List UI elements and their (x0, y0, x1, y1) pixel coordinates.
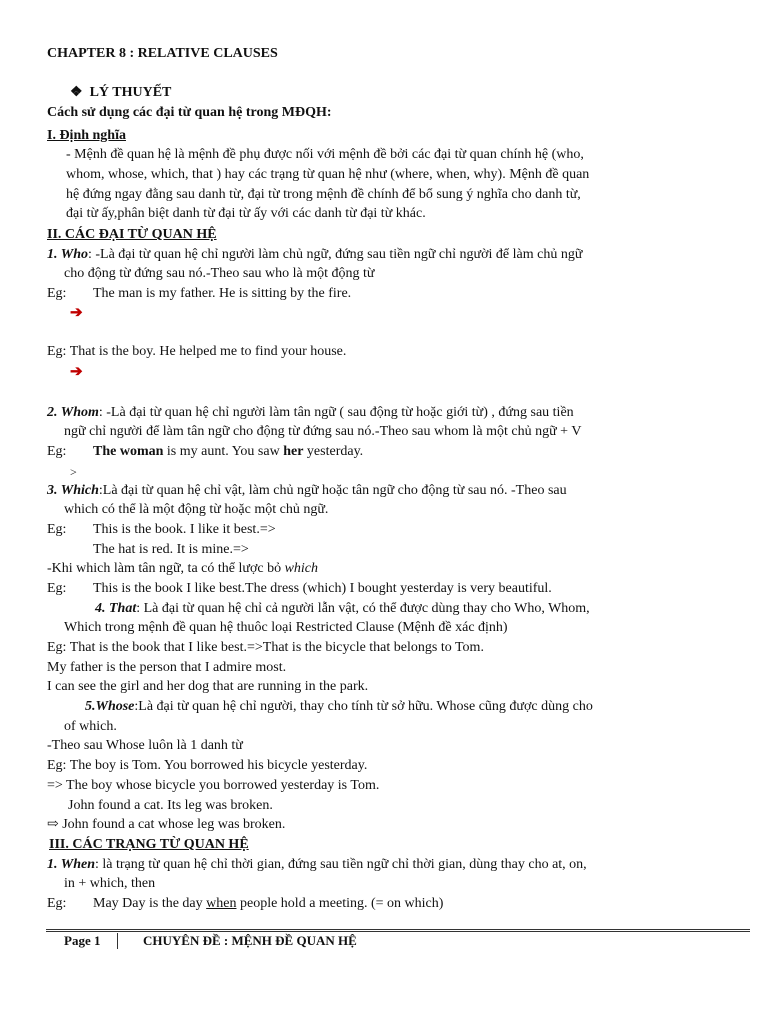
which-example-2: The hat is red. It is mine.=> (93, 542, 249, 557)
whom-example-label: Eg: (47, 444, 67, 459)
when-label: 1. When (47, 857, 95, 872)
definition-line: đại từ ấy,phân biệt danh từ đại từ ấy với các danh từ đại từ khác. (66, 206, 426, 221)
section-3-heading: III. CÁC TRẠNG TỪ QUAN HỆ (49, 837, 249, 852)
diamond-bullet-icon: ❖ (70, 85, 83, 100)
who-example-label: Eg: (47, 286, 67, 301)
who-line-2: cho động từ đứng sau nó.-Theo sau who là một động từ (64, 266, 375, 281)
when-line-2: in + which, then (64, 876, 156, 891)
when-line-1: 1. When: là trạng từ quan hệ chỉ thời gian, đứng sau tiền ngữ chỉ thời gian, dùng thay cho at, on, (47, 857, 587, 872)
section-1-heading: I. Định nghĩa (47, 128, 126, 143)
whom-arrow-marker: > (70, 465, 77, 479)
who-example-1: The man is my father. He is sitting by the fire. (93, 286, 352, 301)
when-example-label: Eg: (47, 896, 67, 911)
that-line-2: Which trong mệnh đề quan hệ thuôc loại Restricted Clause (Mệnh đề xác định) (64, 620, 508, 635)
theory-title: LÝ THUYẾT (89, 85, 172, 100)
page-number: Page 1 (64, 933, 101, 948)
outline-arrow-icon: ⇨ (47, 817, 59, 832)
right-arrow-icon: ➔ (70, 305, 83, 321)
footer-divider (46, 929, 750, 932)
which-line-2: which có thể là một động từ hoặc một chủ ngữ. (64, 502, 329, 517)
theory-heading (70, 84, 171, 102)
whose-line-1: 5.Whose:Là đại từ quan hệ chỉ người, thay cho tính từ sở hữu. Whose cũng được dùng cho (85, 699, 593, 714)
definition-line: hệ đứng ngay đằng sau danh từ, đại từ trong mệnh đề chính để bổ sung ý nghĩa cho danh từ, (66, 187, 581, 202)
whom-example: The woman is my aunt. You saw her yesterday. (93, 444, 364, 459)
who-label: 1. Who (47, 247, 88, 262)
whose-example-2: => The boy whose bicycle you borrowed yesterday is Tom. (47, 778, 380, 793)
definition-line: whom, whose, which, that ) hay các trạng từ quan hệ như (where, when, why). Mệnh đề quan (66, 167, 590, 182)
when-example: May Day is the day when people hold a meeting. (= on which) (93, 896, 444, 911)
whom-line-2: ngữ chỉ người để làm tân ngữ cho động từ đứng sau nó.-Theo sau whom là một chủ ngữ + V (64, 424, 582, 439)
theory-subtitle: Cách sử dụng các đại từ quan hệ trong MĐQH: (47, 105, 332, 120)
that-example-3: I can see the girl and her dog that are running in the park. (47, 679, 369, 694)
right-arrow-icon: ➔ (70, 364, 83, 380)
whose-note: -Theo sau Whose luôn là 1 danh từ (47, 738, 243, 753)
that-example-2: My father is the person that I admire most. (47, 660, 287, 675)
that-label: 4. That (95, 601, 137, 616)
footer-topic: CHUYÊN ĐỀ : MỆNH ĐỀ QUAN HỆ (143, 933, 357, 948)
which-example-label: Eg: (47, 522, 67, 537)
definition-line: - Mệnh đề quan hệ là mệnh đề phụ được nối với mệnh đề bởi các đại từ quan chính hệ (who, (66, 147, 584, 162)
whom-line-1: 2. Whom: -Là đại từ quan hệ chỉ người làm tân ngữ ( sau động từ hoặc giới từ) , đứng sau tiền (47, 405, 574, 420)
that-line-1: 4. That: Là đại từ quan hệ chỉ cả người lẫn vật, có thể được dùng thay cho Who, Whom, (95, 601, 590, 616)
which-example-3: This is the book I like best.The dress (which) I bought yesterday is very beautiful. (93, 581, 552, 596)
that-example-1: Eg: That is the book that I like best.=>That is the bicycle that belongs to Tom. (47, 640, 484, 655)
who-example-2: Eg: That is the boy. He helped me to find your house. (47, 344, 347, 359)
whose-example-1: Eg: The boy is Tom. You borrowed his bicycle yesterday. (47, 758, 368, 773)
footer-separator (117, 933, 118, 949)
whose-label: 5.Whose (85, 699, 135, 714)
section-2-heading: II. CÁC ĐẠI TỪ QUAN HỆ (47, 227, 217, 242)
chapter-title: CHAPTER 8 : RELATIVE CLAUSES (47, 46, 278, 61)
which-example-label: Eg: (47, 581, 67, 596)
whose-line-2: of which. (64, 719, 117, 734)
which-note: -Khi which làm tân ngữ, ta có thể lược bỏ which (47, 561, 319, 576)
whose-example-3: John found a cat. Its leg was broken. (68, 798, 273, 813)
which-label: 3. Which (47, 483, 99, 498)
whom-label: 2. Whom (47, 405, 99, 420)
which-example-1: This is the book. I like it best.=> (93, 522, 276, 537)
who-line-1: 1. Who: -Là đại từ quan hệ chỉ người làm chủ ngữ, đứng sau tiền ngữ chỉ người để làm chủ ngữ (47, 247, 583, 262)
which-line-1: 3. Which:Là đại từ quan hệ chỉ vật, làm chủ ngữ hoặc tân ngữ cho động từ sau nó. -Theo sau (47, 483, 567, 498)
whose-example-4: ⇨ John found a cat whose leg was broken. (47, 817, 286, 832)
